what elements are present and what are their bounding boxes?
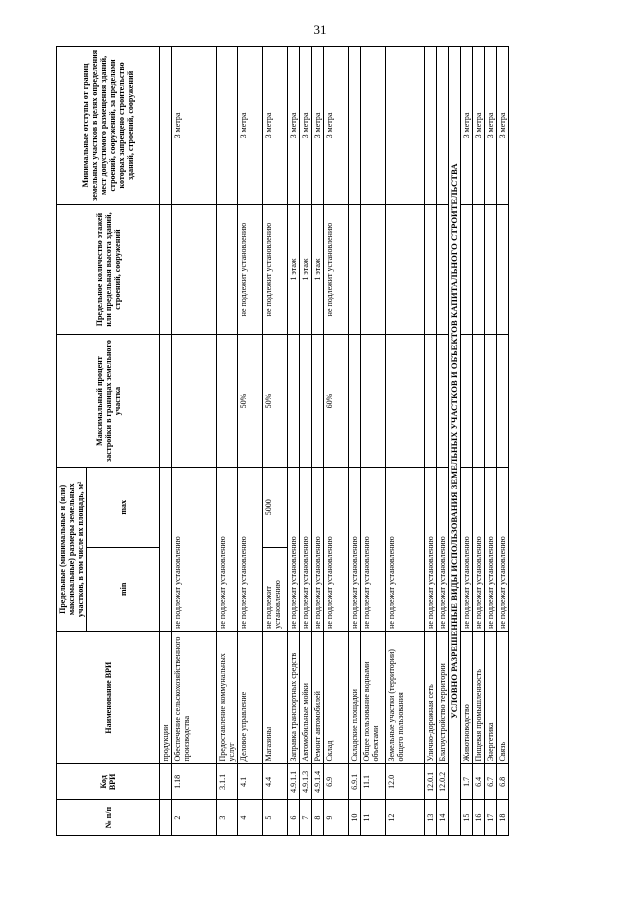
cell-num: 5 <box>263 800 288 836</box>
cell-setback: 3 метра <box>312 47 324 205</box>
cell-name: Деловое управление <box>238 631 263 764</box>
header-max: max <box>87 467 160 547</box>
cell-code: 6.9 <box>324 764 349 800</box>
cell-setback: 3 метра <box>324 47 349 205</box>
cell-area: не подлежат установлению <box>497 467 509 631</box>
header-percent: Максимальный процент застройки в границах земельного участка <box>57 335 160 468</box>
cell-code: 12.0.1 <box>425 764 437 800</box>
cell-num: 13 <box>425 800 437 836</box>
cell-code: 1.18 <box>172 764 217 800</box>
cell-code: 4.1 <box>238 764 263 800</box>
cell-area: не подлежат установлению <box>485 467 497 631</box>
table-row <box>461 47 473 836</box>
cell-name: Животноводство <box>461 631 473 764</box>
table-row <box>288 47 300 836</box>
cell-setback: 3 метра <box>263 47 288 205</box>
cell-setback: 3 метра <box>497 47 509 205</box>
table-row <box>485 47 497 836</box>
cell-setback: 3 метра <box>473 47 485 205</box>
cell-area: не подлежат установлению <box>300 467 312 631</box>
header-min: min <box>87 547 160 631</box>
cell-area: не подлежат установлению <box>473 467 485 631</box>
cell-num: 8 <box>312 800 324 836</box>
table-row <box>312 47 324 836</box>
cell-code: 6.7 <box>485 764 497 800</box>
cell-setback: 3 метра <box>485 47 497 205</box>
section-row <box>449 47 461 836</box>
table-row <box>300 47 312 836</box>
cell-name: Заправка транспортных средств <box>288 631 300 764</box>
cell-floors: 1 этаж <box>288 204 300 334</box>
cell-num: 18 <box>497 800 509 836</box>
rotated-table-wrapper <box>56 46 582 836</box>
cell-area: не подлежат установлению <box>238 467 263 631</box>
cell-code: 12.0 <box>386 764 425 800</box>
cell-name: Улично-дорожная сеть <box>425 631 437 764</box>
header-name: Наименование ВРИ <box>57 631 160 764</box>
cell-area: не подлежат установлению <box>386 467 425 631</box>
cell-setback: 3 метра <box>172 47 217 205</box>
cell-max: 5000 <box>263 467 288 547</box>
cell-num: 2 <box>172 800 217 836</box>
table-row <box>361 47 386 836</box>
cell-percent: 60% <box>324 335 349 468</box>
header-floors: Предельное количество этажей или предельная высота зданий, строений, сооружений <box>57 204 160 334</box>
cell-code: 4.9.1.1 <box>288 764 300 800</box>
header-setback: Минимальные отступы от границ земельных участков в целях определения мест допустимого размещения зданий, строений, сооружений, за пределами которых запрещено строительство зданий, строений, сооружений <box>57 47 160 205</box>
cell-name: Предоставление коммунальных услуг <box>217 631 238 764</box>
cell-name: Склад <box>324 631 349 764</box>
cell-code: 1.7 <box>461 764 473 800</box>
cell-setback: 3 метра <box>461 47 473 205</box>
cell-num: 4 <box>238 800 263 836</box>
cell-floors: 1 этаж <box>300 204 312 334</box>
table-row <box>160 47 172 836</box>
header-area: Предельные (минимальные и (или) максимальные) размеры земельных участков, в том числе их площадь, м² <box>57 467 87 631</box>
cell-code: 6.8 <box>497 764 509 800</box>
cell-name: Пищевая промышленность <box>473 631 485 764</box>
cell-num: 10 <box>349 800 361 836</box>
cell-setback: 3 метра <box>288 47 300 205</box>
cell-name: Автомобильные мойки <box>300 631 312 764</box>
cell-num: 3 <box>217 800 238 836</box>
table-row <box>238 47 263 836</box>
cell-num <box>160 800 172 836</box>
cell-num: 14 <box>437 800 449 836</box>
cell-min: не подлежит установлению <box>263 547 288 631</box>
cell-name: Обеспечение сельскохозяйственного производства <box>172 631 217 764</box>
cell-area: не подлежат установлению <box>172 467 217 631</box>
cell-floors: не подлежит установлению <box>263 204 288 334</box>
cell-name: продукции <box>160 631 172 764</box>
cell-area: не подлежат установлению <box>461 467 473 631</box>
cell-num: 15 <box>461 800 473 836</box>
cell-num: 12 <box>386 800 425 836</box>
cell-num: 6 <box>288 800 300 836</box>
cell-name: Магазины <box>263 631 288 764</box>
cell-num: 7 <box>300 800 312 836</box>
table-body <box>160 47 509 836</box>
cell-code: 6.9.1 <box>349 764 361 800</box>
cell-setback: 3 метра <box>300 47 312 205</box>
cell-code <box>160 764 172 800</box>
cell-floors: не подлежит установлению <box>238 204 263 334</box>
table-row <box>217 47 238 836</box>
cell-num: 11 <box>361 800 386 836</box>
cell-name: Связь <box>497 631 509 764</box>
cell-percent: 50% <box>238 335 263 468</box>
header-num: № п/п <box>57 800 160 836</box>
cell-num: 17 <box>485 800 497 836</box>
cell-name: Земельные участки (территории) общего пользования <box>386 631 425 764</box>
cell-name: Складские площадки <box>349 631 361 764</box>
table-row <box>425 47 437 836</box>
table-row <box>437 47 449 836</box>
cell-area: не подлежат установлению <box>288 467 300 631</box>
cell-area: не подлежат установлению <box>425 467 437 631</box>
cell-code: 12.0.2 <box>437 764 449 800</box>
cell-code: 4.9.1.3 <box>300 764 312 800</box>
cell-area: не подлежат установлению <box>361 467 386 631</box>
cell-percent: 50% <box>263 335 288 468</box>
cell-area: не подлежат установлению <box>437 467 449 631</box>
vri-table <box>56 46 509 836</box>
table-row <box>386 47 425 836</box>
cell-code: 11.1 <box>361 764 386 800</box>
table-row <box>172 47 217 836</box>
cell-code: 3.1.1 <box>217 764 238 800</box>
cell-floors: 1 этаж <box>312 204 324 334</box>
cell-floors: не подлежит установлению <box>324 204 349 334</box>
cell-area: не подлежат установлению <box>217 467 238 631</box>
table-row <box>263 47 288 836</box>
cell-num: 16 <box>473 800 485 836</box>
cell-name: Благоустройство территории <box>437 631 449 764</box>
cell-code: 6.4 <box>473 764 485 800</box>
cell-area: не подлежат установлению <box>324 467 349 631</box>
page-number: 31 <box>313 22 327 37</box>
table-row <box>349 47 361 836</box>
header-code: Код ВРИ <box>57 764 160 800</box>
cell-name: Энергетика <box>485 631 497 764</box>
cell-area: не подлежат установлению <box>349 467 361 631</box>
cell-setback: 3 метра <box>238 47 263 205</box>
cell-area: не подлежат установлению <box>312 467 324 631</box>
section-title: УСЛОВНО РАЗРЕШЕННЫЕ ВИДЫ ИСПОЛЬЗОВАНИЯ ЗЕМЕЛЬНЫХ УЧАСТКОВ И ОБЪЕКТОВ КАПИТАЛЬНОГО СТРОИТЕЛЬСТВА <box>449 47 461 836</box>
table-row <box>473 47 485 836</box>
cell-name: Общее пользование водными объектами <box>361 631 386 764</box>
cell-code: 4.4 <box>263 764 288 800</box>
table-row <box>324 47 349 836</box>
table-row <box>497 47 509 836</box>
cell-num: 9 <box>324 800 349 836</box>
cell-name: Ремонт автомобилей <box>312 631 324 764</box>
cell-code: 4.9.1.4 <box>312 764 324 800</box>
